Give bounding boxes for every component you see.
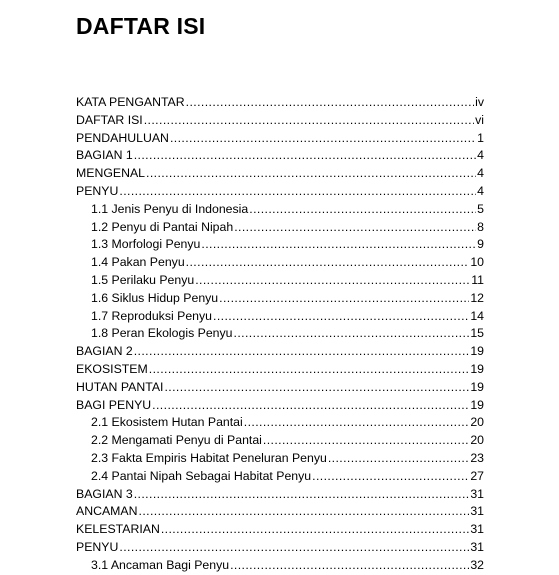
dot-leader xyxy=(201,236,476,254)
page-title: DAFTAR ISI xyxy=(76,13,206,39)
toc-entry[interactable] xyxy=(91,432,484,450)
toc-entry-page-number: 5 xyxy=(477,201,484,216)
dot-leader xyxy=(186,254,470,272)
toc-entry[interactable] xyxy=(91,236,484,254)
toc-entry-label: 2.1 Ekosistem Hutan Pantai xyxy=(91,415,243,430)
dot-leader xyxy=(312,468,469,486)
toc-entry-label: 1.7 Reproduksi Penyu xyxy=(91,308,212,323)
dot-leader xyxy=(134,486,470,504)
toc-entry[interactable] xyxy=(91,272,484,290)
toc-entry-label: 1.2 Penyu di Pantai Nipah xyxy=(91,219,234,234)
toc-entry-page-number: 15 xyxy=(470,326,484,341)
toc-entry[interactable] xyxy=(76,112,484,130)
toc-entry-page-number: 20 xyxy=(470,433,484,448)
toc-entry-page-number: iv xyxy=(475,95,484,109)
toc-entry-label: PENDAHULUAN xyxy=(76,130,169,145)
dot-leader xyxy=(234,325,470,343)
table-of-contents xyxy=(0,94,559,575)
toc-entry-label: 1.4 Pakan Penyu xyxy=(91,255,185,270)
toc-entry-page-number: 4 xyxy=(477,148,484,163)
dot-leader xyxy=(328,450,469,468)
toc-entry[interactable] xyxy=(76,165,484,183)
dot-leader xyxy=(149,361,470,379)
dot-leader xyxy=(119,539,469,557)
toc-entry-page-number: 31 xyxy=(470,486,484,501)
toc-entry[interactable] xyxy=(91,308,484,326)
dot-leader xyxy=(152,397,469,415)
toc-entry-label: 2.3 Fakta Empiris Habitat Peneluran Penyu xyxy=(91,450,327,465)
dot-leader xyxy=(249,201,476,219)
toc-entry-label: BAGI PENYU xyxy=(76,397,152,412)
toc-entry-page-number: 31 xyxy=(470,539,484,554)
toc-entry[interactable] xyxy=(76,397,484,415)
toc-entry[interactable] xyxy=(91,557,484,575)
toc-entry-label: 1.6 Siklus Hidup Penyu xyxy=(91,290,219,305)
toc-entry[interactable] xyxy=(91,450,484,468)
toc-entry-label: 3.1 Ancaman Bagi Penyu xyxy=(91,557,230,572)
toc-entry-label: BAGIAN 3 xyxy=(76,486,133,501)
toc-entry[interactable] xyxy=(91,254,484,272)
toc-entry-label: 1.3 Morfologi Penyu xyxy=(91,237,201,252)
toc-entry-label: 1.8 Peran Ekologis Penyu xyxy=(91,326,233,341)
toc-entry[interactable] xyxy=(76,130,484,148)
toc-entry-label: KATA PENGANTAR xyxy=(76,95,185,109)
toc-entry[interactable] xyxy=(76,147,484,165)
toc-entry[interactable] xyxy=(91,414,484,432)
dot-leader xyxy=(244,414,470,432)
toc-entry-label: PENYU xyxy=(76,183,119,198)
dot-leader xyxy=(144,112,474,130)
dot-leader xyxy=(139,503,470,521)
toc-entry[interactable] xyxy=(91,468,484,486)
toc-entry-page-number: 8 xyxy=(477,219,484,234)
dot-leader xyxy=(119,183,476,201)
toc-entry[interactable] xyxy=(76,379,484,397)
toc-entry[interactable] xyxy=(76,361,484,379)
dot-leader xyxy=(164,379,469,397)
toc-entry-page-number: 19 xyxy=(470,344,484,359)
dot-leader xyxy=(134,147,476,165)
toc-entry[interactable] xyxy=(76,539,484,557)
toc-entry-page-number: 9 xyxy=(477,237,484,252)
toc-entry-page-number: 12 xyxy=(470,290,484,305)
toc-entry[interactable] xyxy=(76,343,484,361)
dot-leader xyxy=(219,290,469,308)
toc-entry-page-number: 10 xyxy=(470,255,484,270)
dot-leader xyxy=(146,165,476,183)
toc-entry[interactable] xyxy=(91,201,484,219)
toc-entry-page-number: 1 xyxy=(477,130,484,145)
toc-entry-page-number: 20 xyxy=(470,415,484,430)
dot-leader xyxy=(134,343,470,361)
toc-entry-label: ANCAMAN xyxy=(76,504,138,519)
toc-entry-label: 2.2 Mengamati Penyu di Pantai xyxy=(91,433,262,448)
toc-entry[interactable] xyxy=(76,503,484,521)
toc-entry-page-number: 4 xyxy=(477,183,484,198)
toc-entry-label: EKOSISTEM xyxy=(76,361,148,376)
toc-entry[interactable] xyxy=(91,325,484,343)
dot-leader xyxy=(213,308,469,326)
toc-entry-label: 1.5 Perilaku Penyu xyxy=(91,272,195,287)
toc-entry-page-number: 31 xyxy=(470,504,484,519)
toc-entry[interactable] xyxy=(76,486,484,504)
toc-entry-label: PENYU xyxy=(76,539,119,554)
toc-entry[interactable] xyxy=(76,94,484,112)
dot-leader xyxy=(263,432,469,450)
toc-entry-label: DAFTAR ISI xyxy=(76,112,143,127)
dot-leader xyxy=(230,557,469,575)
toc-entry-page-number: 32 xyxy=(470,557,484,572)
toc-entry-page-number: 27 xyxy=(470,468,484,483)
dot-leader xyxy=(195,272,470,290)
dot-leader xyxy=(161,521,469,539)
toc-entry-page-number: vi xyxy=(475,112,484,127)
toc-entry-page-number: 11 xyxy=(471,272,484,287)
dot-leader xyxy=(170,130,476,148)
toc-entry[interactable] xyxy=(76,183,484,201)
toc-entry[interactable] xyxy=(91,219,484,237)
toc-entry[interactable] xyxy=(76,521,484,539)
toc-entry-label: 1.1 Jenis Penyu di Indonesia xyxy=(91,201,249,216)
dot-leader xyxy=(186,94,474,112)
toc-entry-label: KELESTARIAN xyxy=(76,522,160,537)
toc-entry-label: HUTAN PANTAI xyxy=(76,379,164,394)
toc-entry-label: BAGIAN 2 xyxy=(76,344,133,359)
toc-entry-page-number: 14 xyxy=(470,308,484,323)
dot-leader xyxy=(234,219,476,237)
toc-entry-page-number: 19 xyxy=(470,379,484,394)
toc-entry-page-number: 4 xyxy=(477,166,484,181)
toc-entry-page-number: 19 xyxy=(470,361,484,376)
toc-entry[interactable] xyxy=(91,290,484,308)
toc-entry-label: 2.4 Pantai Nipah Sebagai Habitat Penyu xyxy=(91,468,312,483)
toc-entry-label: MENGENAL xyxy=(76,166,146,181)
toc-entry-label: BAGIAN 1 xyxy=(76,148,133,163)
toc-entry-page-number: 31 xyxy=(470,522,484,537)
toc-entry-page-number: 19 xyxy=(470,397,484,412)
toc-entry-page-number: 23 xyxy=(470,450,484,465)
